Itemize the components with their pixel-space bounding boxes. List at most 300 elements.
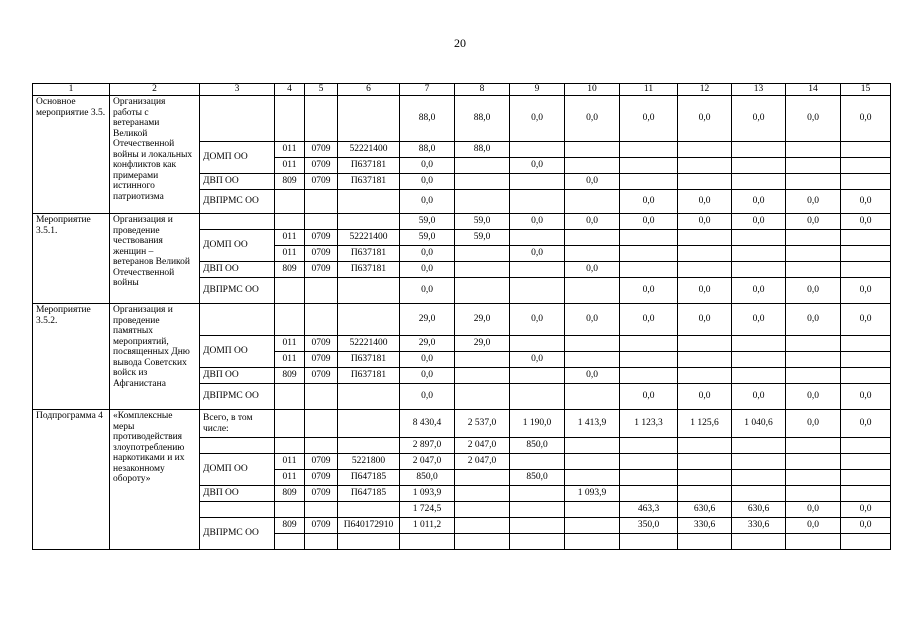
table-cell	[841, 336, 891, 352]
table-cell	[455, 470, 510, 486]
table-cell	[338, 438, 400, 454]
table-cell	[841, 486, 891, 502]
table-cell	[732, 486, 786, 502]
table-cell	[305, 304, 338, 336]
table-cell: 1 093,9	[400, 486, 455, 502]
table-cell	[275, 96, 305, 142]
table-row	[33, 410, 891, 438]
table-cell: 0,0	[400, 352, 455, 368]
table-cell	[338, 384, 400, 410]
table-cell	[786, 158, 841, 174]
table-cell: 0,0	[620, 278, 678, 304]
column-header-8: 8	[455, 84, 510, 96]
column-header-7: 7	[400, 84, 455, 96]
table-cell	[455, 352, 510, 368]
table-cell	[678, 454, 732, 470]
table-cell: 0,0	[400, 368, 455, 384]
table-cell	[275, 214, 305, 230]
table-cell	[455, 174, 510, 190]
table-cell: 0,0	[732, 304, 786, 336]
table-cell: 52221400	[338, 336, 400, 352]
table-cell	[565, 230, 620, 246]
funding-source: ДВПРМС ОО	[200, 190, 275, 214]
table-cell	[200, 214, 275, 230]
event-name: Основное мероприятие 3.5.	[33, 96, 110, 214]
table-cell: 0,0	[786, 190, 841, 214]
table-cell	[200, 96, 275, 142]
table-cell	[620, 438, 678, 454]
table-cell	[565, 246, 620, 262]
table-cell: 88,0	[400, 96, 455, 142]
table-cell	[786, 470, 841, 486]
table-cell: 52221400	[338, 230, 400, 246]
table-cell	[455, 518, 510, 534]
table-cell	[841, 142, 891, 158]
page-number: 20	[454, 36, 466, 50]
event-description: Организация работы с ветеранами Великой Отечественной войны и локальных конфликтов как примерами истинного патриотизма	[110, 96, 200, 214]
table-cell: 0,0	[510, 246, 565, 262]
table-cell: 011	[275, 246, 305, 262]
table-cell	[841, 470, 891, 486]
table-cell: 0,0	[620, 190, 678, 214]
table-cell	[510, 368, 565, 384]
table-cell	[620, 368, 678, 384]
table-cell	[786, 454, 841, 470]
table-cell: П637181	[338, 352, 400, 368]
table-cell	[732, 230, 786, 246]
table-cell: 0,0	[786, 214, 841, 230]
table-cell: 2 047,0	[455, 454, 510, 470]
column-header-3: 3	[200, 84, 275, 96]
table-cell: 630,6	[678, 502, 732, 518]
table-cell	[678, 142, 732, 158]
table-cell: 0709	[305, 470, 338, 486]
table-cell: 463,3	[620, 502, 678, 518]
table-cell: 29,0	[400, 336, 455, 352]
table-cell	[786, 230, 841, 246]
table-cell: 0,0	[678, 278, 732, 304]
column-header-1: 1	[33, 84, 110, 96]
table-cell	[338, 96, 400, 142]
event-description: Организация и проведение чествования женщин – ветеранов Великой Отечественной войны	[110, 214, 200, 304]
table-cell	[305, 96, 338, 142]
table-cell: 0,0	[841, 214, 891, 230]
table-cell: 1 093,9	[565, 486, 620, 502]
table-cell	[455, 278, 510, 304]
table-cell	[200, 304, 275, 336]
table-cell: 0,0	[841, 190, 891, 214]
table-cell	[620, 142, 678, 158]
table-cell	[678, 230, 732, 246]
table-cell: 0709	[305, 518, 338, 534]
table-cell	[510, 336, 565, 352]
table-cell: 0709	[305, 230, 338, 246]
table-cell: 0709	[305, 174, 338, 190]
table-cell	[732, 454, 786, 470]
column-header-11: 11	[620, 84, 678, 96]
table-cell	[338, 278, 400, 304]
table-cell	[732, 262, 786, 278]
table-cell	[732, 352, 786, 368]
event-name: Подпрограмма 4	[33, 410, 110, 550]
table-cell: 0,0	[732, 214, 786, 230]
table-cell	[678, 438, 732, 454]
table-cell	[620, 336, 678, 352]
table-cell: 0709	[305, 262, 338, 278]
table-cell: 0,0	[510, 304, 565, 336]
table-cell: П637181	[338, 368, 400, 384]
table-cell	[510, 190, 565, 214]
table-cell	[786, 262, 841, 278]
table-cell: 0,0	[841, 96, 891, 142]
table-cell	[275, 384, 305, 410]
table-cell	[305, 384, 338, 410]
table-cell	[565, 336, 620, 352]
table-row	[33, 304, 891, 336]
table-cell	[732, 470, 786, 486]
table-cell	[841, 158, 891, 174]
table-cell: 52221400	[338, 142, 400, 158]
table-cell: 0,0	[786, 278, 841, 304]
table-cell: 0,0	[841, 278, 891, 304]
table-cell: 1 190,0	[510, 410, 565, 438]
funding-source: ДВПРМС ОО	[200, 278, 275, 304]
column-header-4: 4	[275, 84, 305, 96]
table-cell: 330,6	[678, 518, 732, 534]
funding-source: ДВПРМС ОО	[200, 384, 275, 410]
table-cell	[841, 230, 891, 246]
table-cell: 011	[275, 230, 305, 246]
table-cell: 0,0	[400, 262, 455, 278]
table-cell: 0,0	[400, 158, 455, 174]
table-cell	[455, 384, 510, 410]
funding-source: ДВП ОО	[200, 174, 275, 190]
table-cell: 0709	[305, 454, 338, 470]
table-cell	[338, 304, 400, 336]
table-cell: 0,0	[678, 190, 732, 214]
table-cell	[275, 534, 305, 550]
table-cell: 0,0	[620, 304, 678, 336]
column-header-9: 9	[510, 84, 565, 96]
table-header	[33, 84, 891, 96]
table-cell: П637181	[338, 246, 400, 262]
table-cell	[786, 142, 841, 158]
table-cell	[200, 502, 275, 518]
table-cell	[455, 486, 510, 502]
table-cell	[565, 470, 620, 486]
table-cell	[786, 336, 841, 352]
table-cell	[786, 438, 841, 454]
column-header-15: 15	[841, 84, 891, 96]
table-cell	[305, 438, 338, 454]
table-cell	[510, 174, 565, 190]
table-cell	[620, 454, 678, 470]
table-cell: 0,0	[786, 518, 841, 534]
table-cell	[841, 454, 891, 470]
table-cell: 0,0	[786, 384, 841, 410]
table-cell: 011	[275, 470, 305, 486]
table-cell	[678, 486, 732, 502]
table-cell	[455, 190, 510, 214]
table-cell: П637181	[338, 158, 400, 174]
table-cell	[275, 304, 305, 336]
table-cell: 011	[275, 454, 305, 470]
table-cell: 59,0	[455, 230, 510, 246]
table-cell	[732, 336, 786, 352]
table-cell	[678, 174, 732, 190]
table-cell: 0,0	[565, 262, 620, 278]
table-cell	[620, 352, 678, 368]
table-cell: 88,0	[400, 142, 455, 158]
table-cell: 809	[275, 174, 305, 190]
budget-table	[32, 83, 891, 550]
table-cell	[620, 534, 678, 550]
funding-source: ДВП ОО	[200, 368, 275, 384]
table-cell	[200, 438, 275, 454]
table-cell: 5221800	[338, 454, 400, 470]
table-cell	[565, 518, 620, 534]
table-cell: 809	[275, 518, 305, 534]
table-cell	[338, 534, 400, 550]
table-cell: 0,0	[678, 384, 732, 410]
table-cell: 8 430,4	[400, 410, 455, 438]
table-cell: 0,0	[620, 96, 678, 142]
table-cell: 1 040,6	[732, 410, 786, 438]
table-cell	[620, 262, 678, 278]
table-cell: 0,0	[400, 384, 455, 410]
table-cell: 2 047,0	[400, 454, 455, 470]
table-cell: П647185	[338, 470, 400, 486]
column-header-6: 6	[338, 84, 400, 96]
table-cell	[565, 502, 620, 518]
table-cell: 59,0	[400, 214, 455, 230]
table-cell	[455, 502, 510, 518]
table-cell: 59,0	[455, 214, 510, 230]
table-cell: 0,0	[565, 368, 620, 384]
column-header-12: 12	[678, 84, 732, 96]
table-cell	[338, 410, 400, 438]
table-cell	[841, 368, 891, 384]
table-cell: 0,0	[510, 96, 565, 142]
table-cell	[678, 368, 732, 384]
table-cell	[275, 410, 305, 438]
table-cell: 29,0	[455, 336, 510, 352]
table-cell	[305, 410, 338, 438]
table-cell: 0,0	[678, 214, 732, 230]
table-cell: 0709	[305, 336, 338, 352]
table-cell: 1 413,9	[565, 410, 620, 438]
table-cell	[565, 278, 620, 304]
table-row	[33, 214, 891, 230]
table-body	[33, 96, 891, 550]
table-cell: 0,0	[841, 304, 891, 336]
table-cell: 809	[275, 368, 305, 384]
table-cell	[565, 384, 620, 410]
table-row	[33, 96, 891, 142]
table-cell	[510, 454, 565, 470]
table-cell	[620, 486, 678, 502]
table-cell: 0,0	[732, 190, 786, 214]
table-cell	[620, 158, 678, 174]
column-header-13: 13	[732, 84, 786, 96]
table-cell: 0,0	[786, 502, 841, 518]
table-cell	[786, 174, 841, 190]
table-cell: 011	[275, 336, 305, 352]
table-cell: 0,0	[510, 158, 565, 174]
funding-source: ДОМП ОО	[200, 454, 275, 486]
event-name: Мероприятие 3.5.2.	[33, 304, 110, 410]
table-cell: 850,0	[510, 470, 565, 486]
table-cell	[455, 368, 510, 384]
table-cell	[678, 246, 732, 262]
table-cell	[305, 534, 338, 550]
event-description: Организация и проведение памятных мероприятий, посвященных Дню вывода Советских войск из Афганистана	[110, 304, 200, 410]
table-cell	[732, 142, 786, 158]
funding-source: ДОМП ОО	[200, 142, 275, 174]
table-cell	[510, 384, 565, 410]
funding-source: ДОМП ОО	[200, 336, 275, 368]
table-cell	[786, 368, 841, 384]
table-cell	[678, 534, 732, 550]
table-cell	[841, 352, 891, 368]
table-cell	[565, 454, 620, 470]
table-cell	[678, 262, 732, 278]
table-cell	[678, 158, 732, 174]
column-header-5: 5	[305, 84, 338, 96]
table-cell: 0709	[305, 158, 338, 174]
table-cell: 0,0	[786, 410, 841, 438]
table-cell	[786, 486, 841, 502]
table-cell	[786, 534, 841, 550]
table-cell	[275, 278, 305, 304]
table-cell: 0709	[305, 352, 338, 368]
table-cell: 0709	[305, 486, 338, 502]
table-cell: 850,0	[400, 470, 455, 486]
table-cell	[510, 518, 565, 534]
table-cell	[275, 502, 305, 518]
table-cell	[510, 230, 565, 246]
table-cell	[565, 158, 620, 174]
table-cell	[305, 502, 338, 518]
table-cell: 0,0	[841, 410, 891, 438]
table-cell	[565, 352, 620, 368]
table-cell: 0,0	[400, 190, 455, 214]
table-cell	[732, 246, 786, 262]
table-cell: 0,0	[400, 278, 455, 304]
table-cell: 350,0	[620, 518, 678, 534]
table-cell: 630,6	[732, 502, 786, 518]
table-cell	[510, 502, 565, 518]
table-cell	[841, 262, 891, 278]
table-cell: 0,0	[786, 96, 841, 142]
table-cell	[732, 158, 786, 174]
table-cell: 0709	[305, 142, 338, 158]
table-cell: П640172910	[338, 518, 400, 534]
table-cell: 011	[275, 352, 305, 368]
table-cell: П637181	[338, 262, 400, 278]
table-cell	[620, 230, 678, 246]
table-cell	[620, 470, 678, 486]
table-cell	[305, 278, 338, 304]
table-cell	[732, 534, 786, 550]
table-cell	[565, 438, 620, 454]
table-cell	[678, 470, 732, 486]
table-cell: 0,0	[841, 384, 891, 410]
table-cell: 29,0	[455, 304, 510, 336]
table-cell	[338, 502, 400, 518]
table-cell	[455, 262, 510, 278]
event-description: «Комплексные меры противодействия злоупотреблению наркотиками и их незаконному обороту»	[110, 410, 200, 550]
table-cell: 0,0	[678, 304, 732, 336]
header-row	[33, 84, 891, 96]
table-cell: 0,0	[732, 96, 786, 142]
table-cell	[678, 352, 732, 368]
table-cell: 809	[275, 486, 305, 502]
table-cell: 0,0	[565, 214, 620, 230]
table-cell	[455, 534, 510, 550]
table-cell: 59,0	[400, 230, 455, 246]
table-cell: 2 537,0	[455, 410, 510, 438]
table-cell	[732, 174, 786, 190]
table-cell	[620, 174, 678, 190]
table-cell	[510, 278, 565, 304]
table-cell: 0,0	[786, 304, 841, 336]
table-cell	[565, 534, 620, 550]
table-cell: 011	[275, 142, 305, 158]
funding-source: ДВПРМС ОО	[200, 518, 275, 550]
table-cell: 011	[275, 158, 305, 174]
table-cell: 0,0	[841, 518, 891, 534]
table-cell: 0,0	[510, 352, 565, 368]
table-cell: 0709	[305, 368, 338, 384]
table-cell: П637181	[338, 174, 400, 190]
table-cell: 0,0	[841, 502, 891, 518]
table-cell	[510, 534, 565, 550]
table-cell: 29,0	[400, 304, 455, 336]
column-header-2: 2	[110, 84, 200, 96]
table-cell: 0,0	[565, 304, 620, 336]
table-cell: 0,0	[510, 214, 565, 230]
table-cell: 0,0	[400, 246, 455, 262]
table-cell: 0,0	[565, 96, 620, 142]
table-cell	[305, 190, 338, 214]
table-cell	[620, 246, 678, 262]
funding-source: ДВП ОО	[200, 262, 275, 278]
table-cell	[786, 246, 841, 262]
table-cell: 1 123,3	[620, 410, 678, 438]
table-cell: 1 724,5	[400, 502, 455, 518]
table-cell: 0,0	[620, 384, 678, 410]
funding-source: ДВП ОО	[200, 486, 275, 502]
table-cell: 0,0	[732, 384, 786, 410]
table-cell: 88,0	[455, 96, 510, 142]
table-cell	[786, 352, 841, 368]
event-name: Мероприятие 3.5.1.	[33, 214, 110, 304]
table-cell: 0,0	[565, 174, 620, 190]
funding-source: ДОМП ОО	[200, 230, 275, 262]
table-cell	[338, 190, 400, 214]
table-cell: 850,0	[510, 438, 565, 454]
table-cell	[275, 190, 305, 214]
table-cell: 2 047,0	[455, 438, 510, 454]
table-cell	[841, 438, 891, 454]
table-cell: 0,0	[678, 96, 732, 142]
table-cell	[305, 214, 338, 230]
funding-source: Всего, в том числе:	[200, 410, 275, 438]
table-cell	[678, 336, 732, 352]
table-cell	[455, 158, 510, 174]
table-cell	[732, 438, 786, 454]
